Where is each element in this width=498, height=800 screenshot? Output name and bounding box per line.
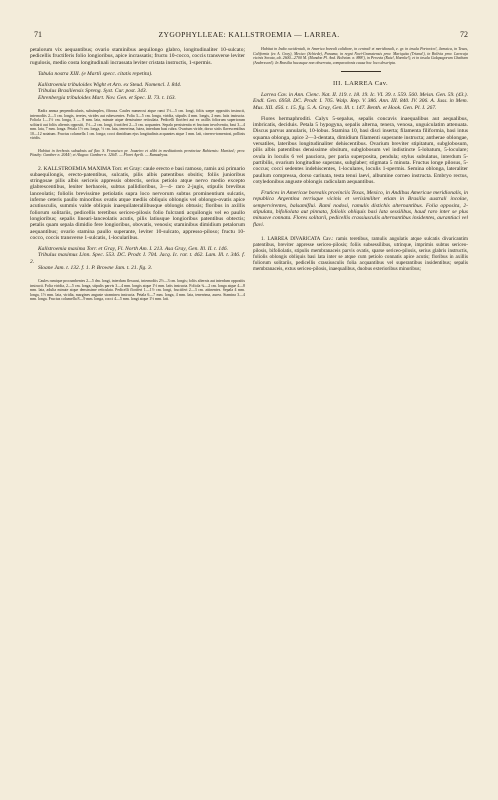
species-2-diagnosis: 2. KALLSTROEMIA MAXIMA Torr. et Gray: caule erecto e basi ramoso, ramis axi primario subaequilongis, erecto-patentibus, sulcatis, pilis albis patentibus obsitis; foliis junioribus stringosae pilis albis sericeis appressis obtectis, serius petiolo atque nervo medio excepto glabrescentibus, leniter herbaceis, subtus pallidioribus, 3—4- raro 2-jugis, stipulis brevibus lanceolatis; foliolis brevissime petiolatis supra loco nervorum subtus prominentium sulcatis, inferne ceteris paullo minoribus ovatis atque mediis obliquis oblongis vel oblongo-ovatis apice acutiusculis, summis valde obliquis inaequilateraliibusque oblongis obtusis; floribus in axillis foliorum solitariis, pedicellis teretibus sericeo-pilosis folio fulcranti acquilongis vel eo paullo longioribus; sepalis lineari-lanceolatis acutis, pilis latiusque longioribus patentibus obtectis; petalis quam sepala dimidio fere longioribus, obovatis, venosis; staminibus dimidium petalorum aequantibus; ovario stamina paullo superante, leviter 10-sulcato, appresso-piloso; fructu 10-cocco, coccis transverse 1-sulcatis, 1-locularibus. <box>30 165 245 241</box>
genus-description: Flores hermaphroditi. Calyx 5-sepalus, sepalis concavis inaequalibus aut aequalibus, imbricatis, deciduis. Petala 5 hypogyna, sepalis alterna, tenera, venosa, unguiculatim attenuata. Discus parvus annularis, 10-lobus. Stamina 10, basi disci inserta; filamenta filiformia, basi intus squama oblonga, apice 2—3-dentata, dimidium filamenti superante instructa; antherae oblongae, versatiles, lateribus longitudinaliter dehiscentibus. Ovarium breviter stipitatum, subglobosum, pilis albis patentibus densissime obsitum, subglobosum vel indistincte 5-lobatum, 5-loculare; ovula in loculis 6 vel pauciora, per paria superposita, pendula; stylus subulatus, interdum 5-partibilis, ovarium longitudine superans, subglaber; stigmata 5 minuta. Fructus longe pilosus, 5-coccus; cocci sedentes indehiscentes, 1-loculares, loculis 1-spermis. Semina oblonga, lateraliter paullum compressa, dorso carinata, testa tenui laevi, albumine corneo instructa. Embryo rectus, cotyledonibus anguste oblongis radiculam aequantibus. <box>253 115 468 185</box>
species-diagnosis-continued: petalorum vix aequantibus; ovario staminibus aequilongo glabro, longitudinaliter 10-sulcato; pedicellis fructiferis folio longioribus, apice incrassatis; fructu 10-cocco, coccis transverse leviter rugulosis, medio costa longitudinali incrassata leviter cristata instructis, 1-spermis. <box>30 47 245 66</box>
plate-reference: Tabula nostra XIII. (e Martii specc. citatis repetita). <box>38 70 153 77</box>
page-number-right: 72 <box>460 30 468 39</box>
species-2-synonym-3: Sloane Jam. t. 132. f. 1. P. Browne Jam. t. 21. fig. 3. <box>38 265 153 272</box>
species-2-habitat: Habitat in India occidentali, in America boreali calidiore, in centrali et meridionali, e. gr. in insula Portorico!, Jamaica, in Texas, California (ex A. Gray), Mexico (Schiede), Panama, in regni Novi-Granatensis prov. Mariquita (Triana!), in Bolivia prov. Larecaja vicinis Sorata, alt. 2600—2700 M. (Mandon Pl. And. Bolivian. n. 888!), in Peruvia (Ruiz!, Haenke!), et in insula Galapagorum Chatham (Andersson!). In Brasilia hucusque non observata, comparationis causa hoc loco descripta. <box>253 47 468 65</box>
running-header <box>30 30 468 44</box>
synonym-1: Kallstroemia tribuloides Wight et Arn. ex Steud. Nomencl. I. 844. <box>38 82 182 89</box>
running-title: ZYGOPHYLLEAE: KALLSTROEMIA — LARREA. <box>158 30 340 39</box>
left-column <box>30 47 245 302</box>
species-2-synonym-1: Kallstroemia maxima Torr. et Gray, Fl. North Am. I. 213. Asa Gray, Gen. Ill. II. t. 146. <box>38 246 229 253</box>
synonym-3: Ehrenbergia tribuloides Mart. Nov. Gen. et Spec. II. 73. t. 163. <box>38 94 176 101</box>
species-2-synonym-2: Tribulus maximus Linn. Spec. 553. DC. Prodr. I. 704. Jacq. Ic. rar. t. 462. Lam. Ill. t. 346. f. 2. <box>30 252 245 265</box>
synonym-2: Tribulus Brasiliensis Spreng. Syst. Cur. post. 343. <box>38 88 148 95</box>
genus-title: III. LARREA Cav. <box>332 80 389 87</box>
right-column <box>253 47 468 272</box>
species-description: Radix annua perpendicularis, subsimplex, fibrosa. Caules numerosi atque rami 1½—5 cm. longi, foliis saepe oppositis instructi, internodiis 2—3 cm. longis, teretes, virides aut rubescentes. Folia 3—5 cm. longa, viridia, stipulis 4 mm. longis, 2 mm. latis instructa. Foliola 1—1½ cm. longa, 3 — 8 mm. lata, minute atque densissime reticulata. Pedicelli floriferi aut ex axillis foliorum superiorum solitarii aut foliis alternis oppositi, 1½—2 cm. longi, fructiferi 2—3 cm. acquantes. Sepala persistentia et fructum involventia, basi 3—4 mm. lata, 7 mm. longa. Petala 1½ cm. longa, ½ cm. lata, tenerrima, lutea, interdum basi rubra. Ovarium viride, dorso striis flavescentibus 10—12 notatum. Fructus columella 1 cm. longa; cocci dimidium ejus longitudinis acquantes atque 1 mm. lati, cinereo-tomentosi, pollinis viridis. <box>30 109 245 141</box>
section-divider <box>341 71 381 72</box>
larrea-divaricata-diagnosis: 1. LARREA DIVARICATA Cav.: ramis teretibus, ramulis angulatis atque sulcatis divaricantim patentibus, breviter appresse sericeo-pilosis; foliis subsessilibus, utrinque, imprimis subtus sericeo-pilosis, bifoliolatis, stipulis membranaceis parvis ovatis, sparse sericeo-pilosis, serius glabris instructis, foliolis oblongis obliquis basi lata inter se atque cum petiolo connatis apice acutis; floribus in axillis foliorum solitariis, pedicellis crassiusculis folia acquantibus vel superantibus insidentibus; sepalis membranaceis, extus sericeo-pilosis, inaequalibus, duobus exterioribus minoribus; <box>253 235 468 272</box>
species-habitat: Habitat in herbosis subudosis ad flav. S. Francisco pr. Joazeiro et alibi in meditationis provinciae Bahiensis: Martius!; prov. Piauhy: Gardner n. 2044!; et Alagoa: Gardner n. 1264!. — Floret Aprili. — Ramadryas. <box>30 148 245 158</box>
genus-distribution: Frutices in Americae borealis provinciis Texas, Mexico, in Andibus Americae meridionalis, in republica Argentina terrisque vicinis et verisimiliter etiam in Brasilia australi incolae, sempervirentes, balsamiflui. Rami nodosi, ramulis distichis alternantibus. Folia opposita, 2-stipulata, bifoliolata aut pinnata, foliolis obliquis basi lata sessilibus, haud raro inter se plus minusve connata. Flores solitarii, pedicellis crassiusculis alternantibus insidentes, aurantiaci vel flavi. <box>253 190 468 228</box>
page-number-left: 71 <box>34 30 42 39</box>
genus-references: Larrea Cav. in Ann. Cienc. Nat. II. 119. t. 18. 19. Ic. VI. 39. t. 559. 560. Meisn. Gen. 59. (43.). Endl. Gen. 6958. DC. Prodr. I. 705. Walp. Rep. V. 386. Ann. III. 840. IV. 306. A. Juss. in Mem. Mus. XII. 456. t. 15. fig. 5. A. Gray, Gen. Ill. t. 147. Benth. et Hook. Gen. Pl. I. 267. <box>253 92 468 111</box>
species-2-description: Caules ramique procumbentes 2—5 dm. longi, interdum flexuosi, internodiis 2½—3 cm. longis; foliis alternis aut interdum oppositis instructi. Folia viridia, 2—5 cm. longa, stipulis parvis 3—4 mm. longis atque 1½ mm. latis instructa. Foliola ¾—2 cm. longa atque 4—8 mm. lata, adulta minute atque densissime reticulata. Pedicelli floriferi 1—1½ cm. longi, fructiferi 2—3 cm. attinentes. Sepala 4 mm. longa, 1½ mm. lata, viridia, margines anguste straminea instructa. Petala 6—7 mm. longa, 4 mm. lata, tenerrima, aurea. Stamina 3—4 mm. longa. Fructus columella 8—9 mm. longa, cocci 4—5 mm. longi atque 1½ mm. lati. <box>30 279 245 302</box>
